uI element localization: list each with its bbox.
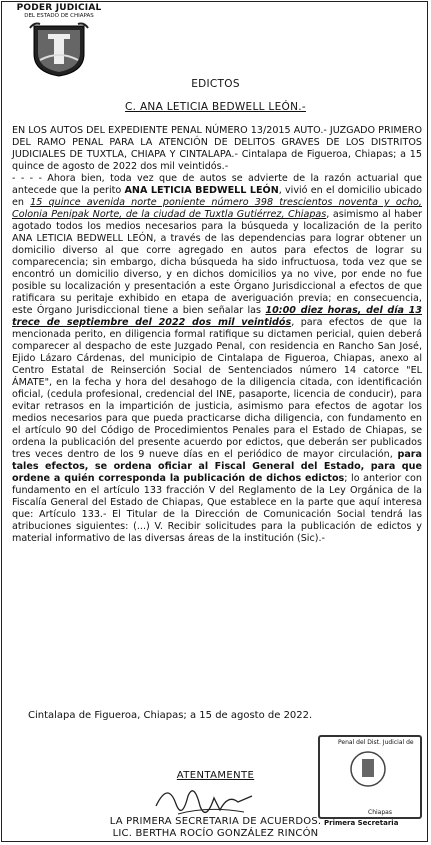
document-body [12, 125, 422, 545]
place-date: Cintalapa de Figueroa, Chiapas; a 15 de agosto de 2022. [28, 710, 313, 721]
main-paragraph [12, 173, 422, 545]
stamp-text: Primera Secretaria [324, 819, 399, 827]
addressee: C. ANA LETICIA BEDWELL LEÓN.- [125, 101, 306, 113]
text-segment: , asimismo al haber agotado todos los medios necesarios para la búsqueda y localización de la perito ANA LETICIA BEDWELL LEÓN, a través de las dependencias para lograr obtener un domicilio diverso al que corre agregado en autos para efectos de lograr su comparecencia; sin embargo, dicha búsqueda ha sido infructuosa, toda vez que se encontró un domicilio diverso, y en dichos domicilios ya no vive, por ende no fue posible su localización y presentación a este Órgano Jurisdiccional a efectos de que ratificara su peritaje exhibido en etapa de averiguación previa; en consecuencia, este Órgano Jurisdiccional tiene a bien señalar las [12, 209, 422, 316]
text-segment: , para efectos de que la mencionada perito, en diligencia formal ratifique su dictamen pericial, quien deberá comparecer al despacho de este Juzgado Penal, con residencia en Rancho San José, Ejido Lázaro Cárdenas, del municipio de Cintalapa de Figueroa, Chiapas, anexo al Centro Estatal de Reinserción Social de Sentenciados número 14 catorce "EL ÁMATE", en la fecha y hora del desahogo de la diligencia citada, con identificación oficial, (cedula profesional, credencial del INE, pasaporte, licencia de conducir), para evitar retrasos en la impartición de justicia, asimismo para efectos de agotar los medios necesarios para que pueda practicarse dicha diligencia, con fundamento en el artículo 90 del Código de Procedimientos Penales para el Estado de Chiapas, se ordena la publicación del presente acuerdo por edictos, que deberán ser publicados tres veces dentro de los 9 nueve días en el periódico de mayor circulación, [12, 317, 422, 460]
order-text: para tales efectos, se ordena oficiar al Fiscal General del Estado, para que ordene a quién corresponda la publicación de dichos edictos [12, 449, 422, 484]
text-segment: , vivió en el domicilio ubicado en [12, 185, 422, 208]
document-title: EDICTOS [191, 78, 240, 90]
stamp-text: Chiapas [368, 809, 392, 816]
institution-name: PODER JUDICIAL [16, 3, 102, 13]
perito-name: ANA LETICIA BEDWELL LEÓN [124, 185, 279, 196]
judicial-seal [14, 4, 104, 86]
stamp-text: Penal del Dist. Judicial de [338, 739, 414, 746]
coat-of-arms-icon [28, 20, 90, 78]
address: 15 quince avenida norte poniente número 398 trescientos noventa y ocho, Colonia Penipak Norte, de la ciudad de Tuxtla Gutiérrez, Chiapas [12, 197, 422, 220]
official-stamp [318, 735, 422, 827]
stamp-emblem-icon [348, 749, 388, 789]
signer-name: LIC. BERTHA ROCÍO GONZÁLEZ RINCÓN [112, 828, 319, 839]
signer-title: LA PRIMERA SECRETARIA DE ACUERDOS. [109, 816, 322, 827]
intro-paragraph: EN LOS AUTOS DEL EXPEDIENTE PENAL NÚMERO 13/2015 AUTO.- JUZGADO PRIMERO DEL RAMO PENAL PARA LA ATENCIÓN DE DELITOS GRAVES DE LOS DISTRITOS JUDICIALES DE TUXTLA, CHIAPA Y CINTALAPA.- Cintalapa de Figueroa, Chiapas; a 15 quince de agosto de 2022 dos mil veintidós.- [12, 125, 422, 172]
text-segment: ; lo anterior con fundamento en el artículo 133 fracción V del Reglamento de la Ley Orgánica de la Fiscalía General del Estado de Chiapas, Que establece en la parte que aquí interesa que: Artículo 133.- El Titular de la Dirección de Comunicación Social tendrá las atribuciones siguientes: (...) V. Recibir solicitudes para la publicación de edictos y material informativo de las diversas áreas de la institución (Sic).- [12, 473, 422, 544]
state-name: DEL ESTADO DE CHIAPAS [24, 13, 94, 19]
closing-word: ATENTAMENTE [176, 770, 255, 781]
hearing-date: 10:00 diez horas, del día 13 trece de septiembre del 2022 dos mil veintidós [12, 305, 423, 328]
text-segment: - - - - Ahora bien, toda vez que de autos se advierte de la razón actuarial que antecede que la perito [12, 173, 422, 196]
